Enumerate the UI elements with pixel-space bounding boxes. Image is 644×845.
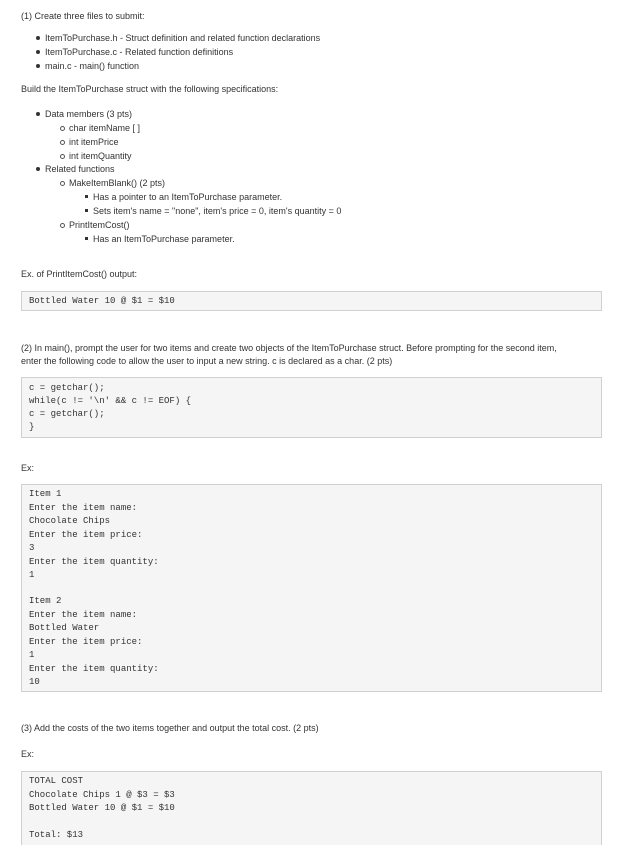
session-line: 1 <box>29 650 35 660</box>
session-line: Enter the item name: <box>29 610 138 620</box>
print-item-cost: PrintItemCost() <box>69 220 130 230</box>
code-line: while(c != '\n' && c != EOF) { <box>29 396 192 406</box>
make-blank-detail-1: Has a pointer to an ItemToPurchase parameter. <box>93 192 283 202</box>
session-line: 1 <box>29 570 35 580</box>
member-item-name: char itemName [ ] <box>69 123 141 133</box>
session-line: Bottled Water <box>29 623 100 633</box>
related-functions-label: Related functions <box>45 164 115 174</box>
session-line: 3 <box>29 543 35 553</box>
output-line: TOTAL COST <box>29 776 84 786</box>
example-output-box <box>21 291 602 311</box>
code-line: c = getchar(); <box>29 383 105 393</box>
member-item-quantity: int itemQuantity <box>69 151 132 161</box>
build-spec-text: Build the ItemToPurchase struct with the following specifications: <box>21 84 279 94</box>
output-line: Chocolate Chips 1 @ $3 = $3 <box>29 790 175 800</box>
session-line: Enter the item name: <box>29 503 138 513</box>
code-line: } <box>29 422 35 432</box>
file-item-c: ItemToPurchase.c - Related function definitions <box>45 47 234 57</box>
code-line: c = getchar(); <box>29 409 105 419</box>
part2-ex-label: Ex: <box>21 463 35 473</box>
total-output-box <box>21 771 602 845</box>
file-item-h: ItemToPurchase.h - Struct definition and related function declarations <box>45 33 321 43</box>
session-line: Item 1 <box>29 489 62 499</box>
code-snippet-box <box>21 377 602 438</box>
session-line: Enter the item quantity: <box>29 664 159 674</box>
output-line: Total: $13 <box>29 830 84 840</box>
make-blank-detail-2: Sets item's name = "none", item's price = 0, item's quantity = 0 <box>93 206 342 216</box>
session-line: Enter the item quantity: <box>29 557 159 567</box>
session-line: Item 2 <box>29 596 62 606</box>
part2-intro-line1: (2) In main(), prompt the user for two items and create two objects of the ItemToPurchase struct. Before prompting for the second item, <box>21 343 557 353</box>
member-item-price: int itemPrice <box>69 137 119 147</box>
session-line: 10 <box>29 677 40 687</box>
session-example-box <box>21 484 602 692</box>
session-line: Enter the item price: <box>29 637 143 647</box>
session-line: Chocolate Chips <box>29 516 111 526</box>
data-members-label: Data members (3 pts) <box>45 109 133 119</box>
example-output-line: Bottled Water 10 @ $1 = $10 <box>29 296 175 306</box>
output-line: Bottled Water 10 @ $1 = $10 <box>29 803 175 813</box>
part3-intro: (3) Add the costs of the two items together and output the total cost. (2 pts) <box>21 723 319 733</box>
make-item-blank: MakeItemBlank() (2 pts) <box>69 178 166 188</box>
file-item-main: main.c - main() function <box>45 61 140 71</box>
part1-intro: (1) Create three files to submit: <box>21 11 145 21</box>
example-output-label: Ex. of PrintItemCost() output: <box>21 269 138 279</box>
session-line: Enter the item price: <box>29 530 143 540</box>
part2-intro-line2: enter the following code to allow the user to input a new string. c is declared as a char. (2 pts) <box>21 356 393 366</box>
part3-ex-label: Ex: <box>21 749 35 759</box>
print-cost-detail-1: Has an ItemToPurchase parameter. <box>93 234 235 244</box>
